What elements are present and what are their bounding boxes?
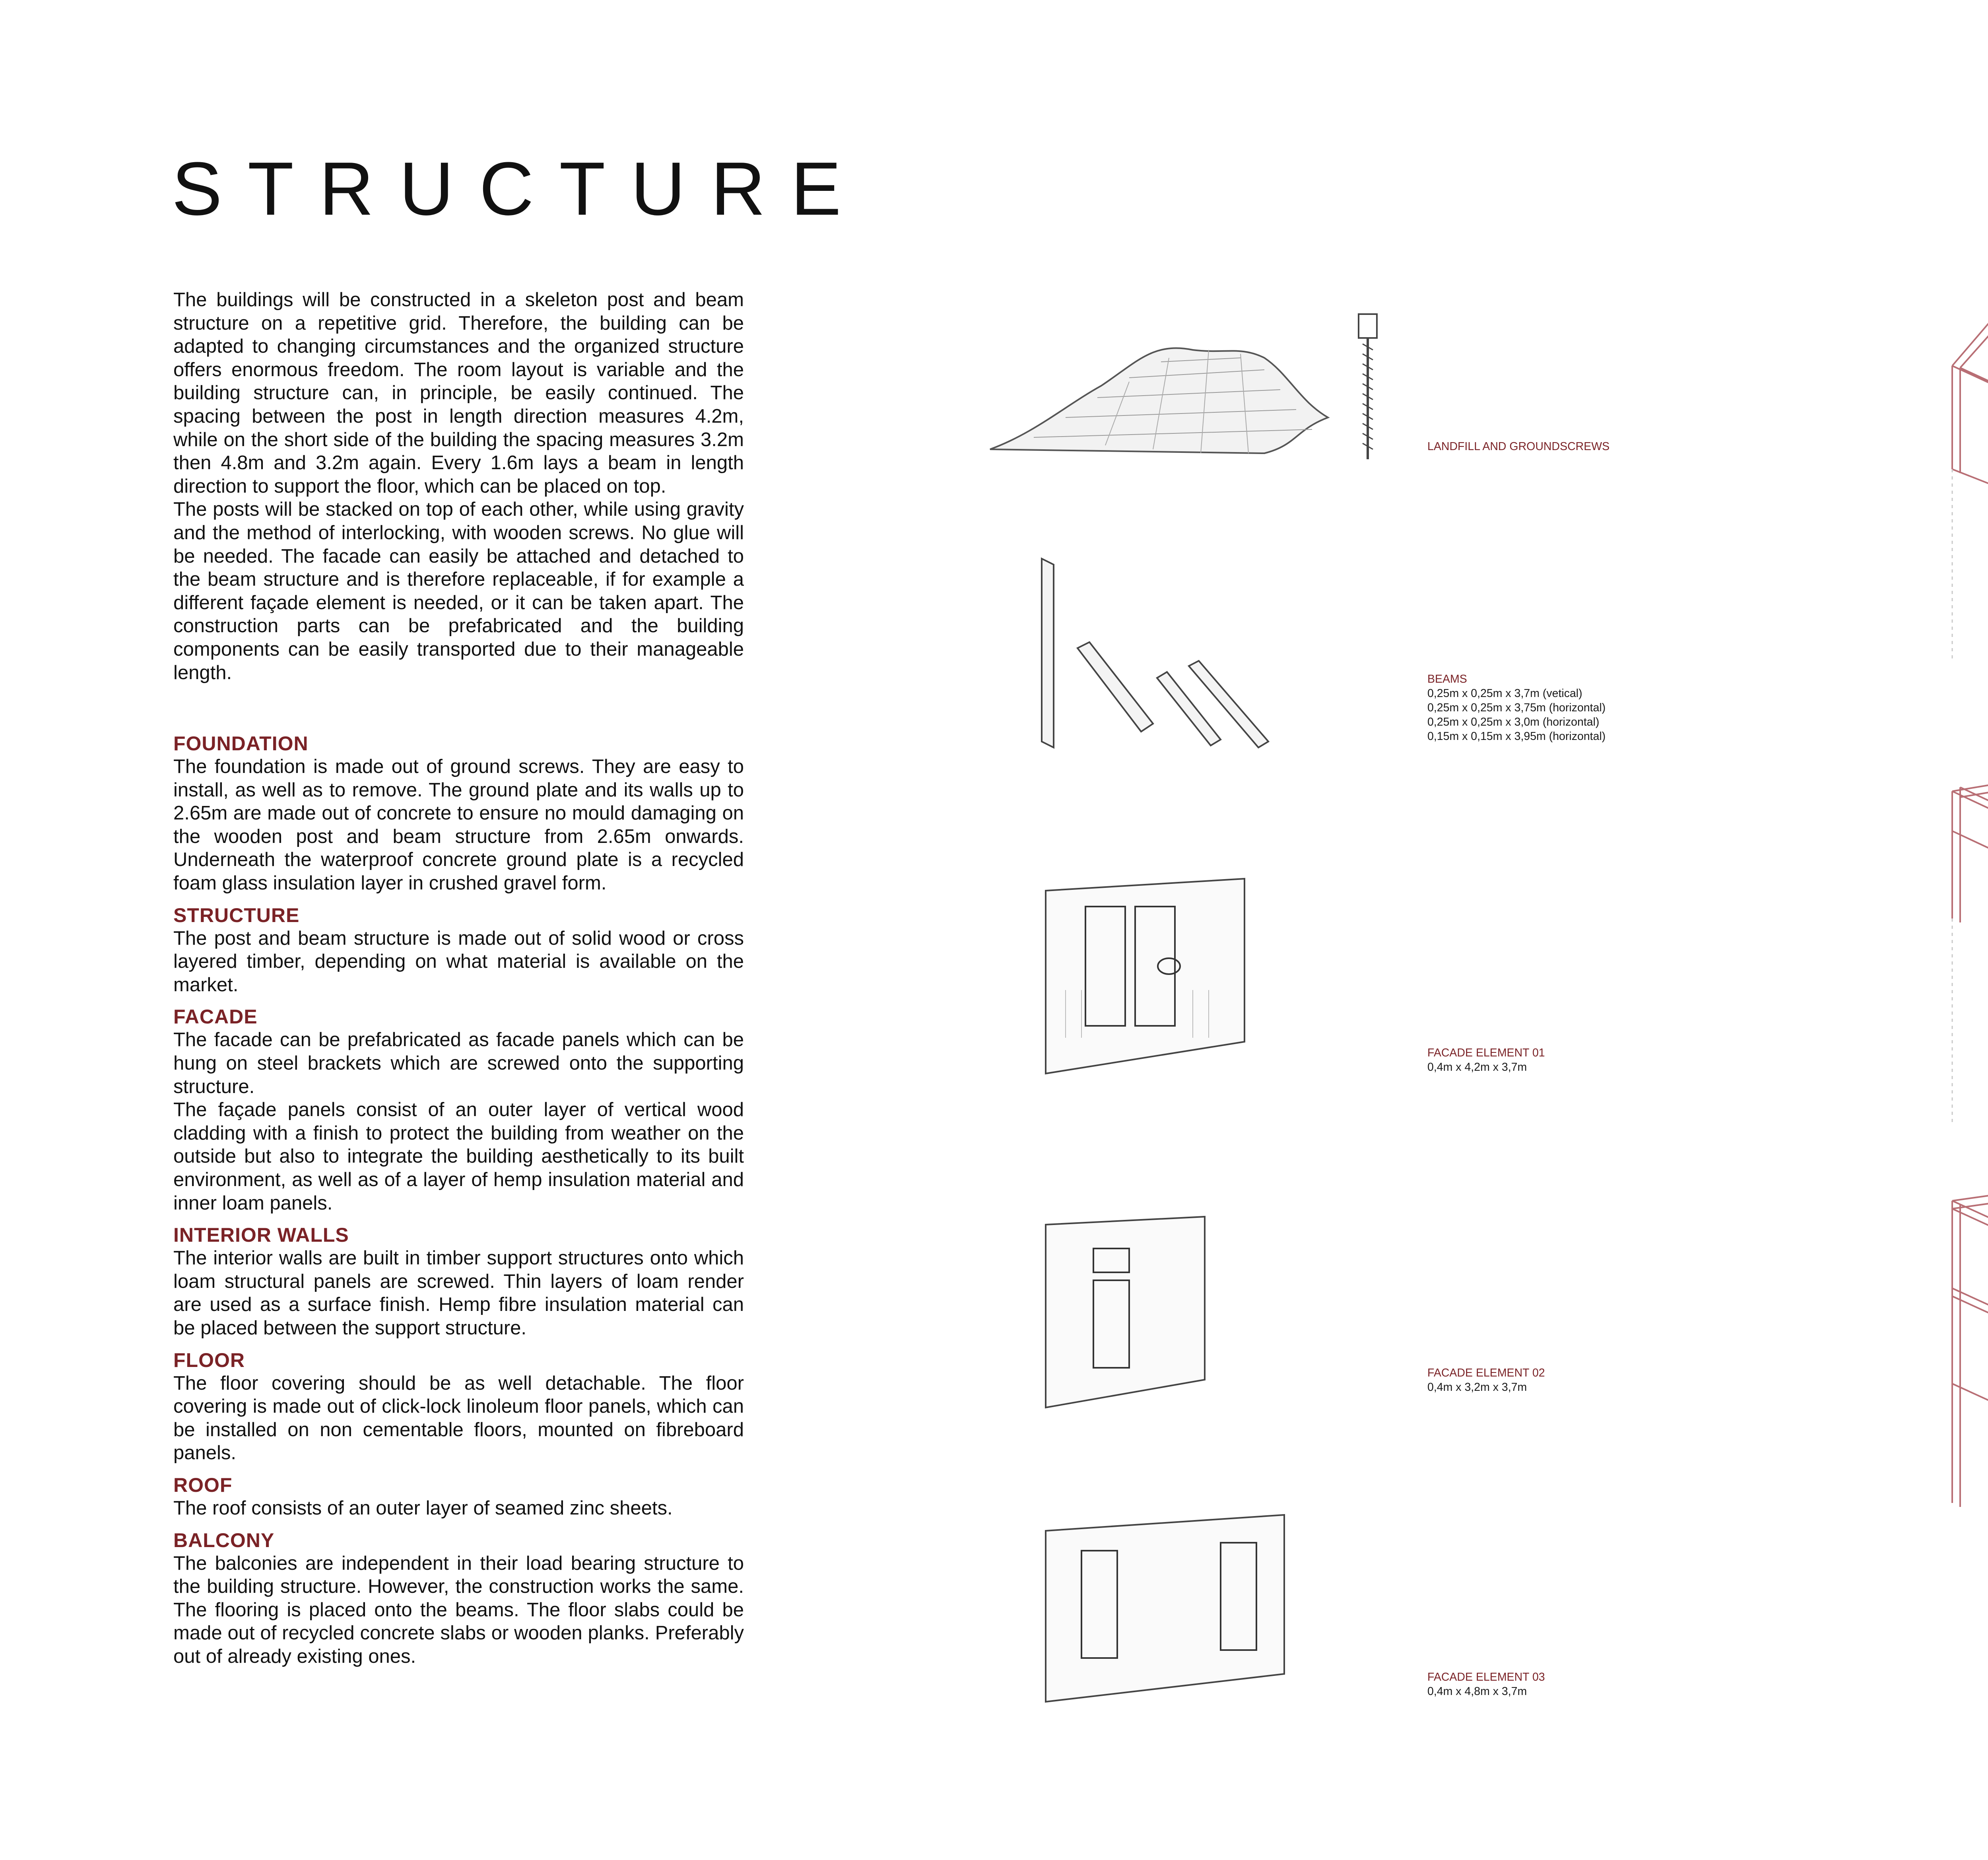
- caption-title: FACADE ELEMENT 02: [1427, 1367, 1545, 1379]
- section-paragraph: The post and beam structure is made out of solid wood or cross layered timber, depending on what material is available on the market.: [173, 927, 744, 996]
- landfill-mound-icon: [986, 326, 1332, 457]
- caption-line: 0,25m x 0,25m x 3,75m (horizontal): [1427, 701, 1606, 714]
- section-balcony: [173, 1529, 744, 1668]
- section-heading: FACADE: [173, 1006, 258, 1028]
- section-structure: [173, 904, 744, 997]
- floor-frame-axonometric: [1928, 775, 1988, 1125]
- section-foundation: [173, 732, 744, 895]
- caption-facade-01: [1427, 1046, 1545, 1074]
- caption-landfill: [1427, 439, 1609, 454]
- text-column: [173, 288, 744, 1677]
- caption-line: 0,25m x 0,25m x 3,7m (vetical): [1427, 687, 1582, 700]
- caption-facade-03: [1427, 1670, 1545, 1699]
- section-floor: [173, 1349, 744, 1465]
- section-paragraph: The interior walls are built in timber support structures onto which loam structural panels are screwed. Thin layers of loam render are used as a surface finish. Hemp fibre insulation material can be placed between the support structure.: [173, 1247, 744, 1339]
- section-heading: STRUCTURE: [173, 904, 300, 926]
- caption-line: 0,15m x 0,15m x 3,95m (horizontal): [1427, 730, 1606, 743]
- section-paragraph: The foundation is made out of ground screws. They are easy to install, as well as to remove. The ground plate and its walls up to 2.65m are made out of concrete to ensure no mould damaging on the wooden post and beam structure from 2.65m onwards. Underneath the waterproof concrete ground plate is a recycled foam glass insulation layer in crushed gravel form.: [173, 756, 744, 894]
- intro-paragraph: The buildings will be constructed in a skeleton post and beam structure on a repetitive grid. Therefore, the building can be adapted to changing circumstances and the organized structure offers enormous freedom. The room layout is variable and the building structure can, in principle, be easily continued. The spacing between the post in length direction measures 4.2m, while on the short side of the building the spacing measures 3.2m then 4.8m and 3.2m again. Every 1.6m lays a beam in length direction to support the floor, which can be placed on top.: [173, 289, 744, 497]
- section-paragraph: The façade panels consist of an outer layer of vertical wood cladding with a finish to protect the building from weather on the outside but also to integrate the building aesthetically to its built environment, as well as of a layer of hemp insulation material and inner loam panels.: [173, 1099, 744, 1214]
- section-heading: INTERIOR WALLS: [173, 1224, 349, 1246]
- caption-title: FACADE ELEMENT 01: [1427, 1046, 1545, 1059]
- section-heading: FOUNDATION: [173, 732, 309, 755]
- facade-panel-icon: [1034, 871, 1256, 1078]
- caption-title: LANDFILL AND GROUNDSCREWS: [1427, 440, 1610, 453]
- caption-line: 0,4m x 3,2m x 3,7m: [1427, 1381, 1527, 1394]
- building-frame-axonometric: [1928, 1145, 1988, 1710]
- section-paragraph: The facade can be prefabricated as facade panels which can be hung on steel brackets which are screwed onto the supporting structure.: [173, 1029, 744, 1097]
- beam-elements-icon: [1026, 557, 1280, 755]
- groundscrew-icon: [1354, 312, 1382, 463]
- caption-line: 0,4m x 4,2m x 3,7m: [1427, 1061, 1527, 1074]
- section-facade: [173, 1005, 744, 1215]
- section-interior-walls: [173, 1223, 744, 1340]
- section-roof: [173, 1474, 744, 1520]
- caption-title: BEAMS: [1427, 673, 1467, 685]
- caption-title: FACADE ELEMENT 03: [1427, 1671, 1545, 1683]
- caption-line: 0,4m x 4,8m x 3,7m: [1427, 1685, 1527, 1698]
- facade-panel-icon: [1034, 1507, 1296, 1706]
- page-title: STRUCTURE: [172, 147, 867, 231]
- caption-line: 0,25m x 0,25m x 3,0m (horizontal): [1427, 716, 1600, 728]
- section-paragraph: The floor covering should be as well detachable. The floor covering is made out of click-lock linoleum floor panels, which can be installed on non cementable floors, mounted on fibreboard panels.: [173, 1372, 744, 1464]
- intro-paragraph: The posts will be stacked on top of each other, while using gravity and the method of interlocking, with wooden screws. No glue will be needed. The facade can easily be attached and detached to the beam structure and is therefore replaceable, if for example a different façade element is needed, or it can be taken apart. The construction parts can be prefabricated and the building components can be easily transported due to their manageable length.: [173, 499, 744, 683]
- section-heading: BALCONY: [173, 1529, 275, 1551]
- roof-frame-axonometric: [1928, 302, 1988, 668]
- caption-facade-02: [1427, 1366, 1545, 1394]
- section-paragraph: The balconies are independent in their load bearing structure to the building structure. However, the construction works the same. The flooring is placed onto the beams. The floor slabs could be made out of recycled concrete slabs or wooden planks. Preferably out of already existing ones.: [173, 1552, 744, 1667]
- facade-panel-icon: [1034, 1209, 1217, 1412]
- section-heading: FLOOR: [173, 1349, 245, 1371]
- caption-beams: [1427, 672, 1606, 744]
- section-paragraph: The roof consists of an outer layer of seamed zinc sheets.: [173, 1497, 673, 1519]
- section-heading: ROOF: [173, 1474, 233, 1496]
